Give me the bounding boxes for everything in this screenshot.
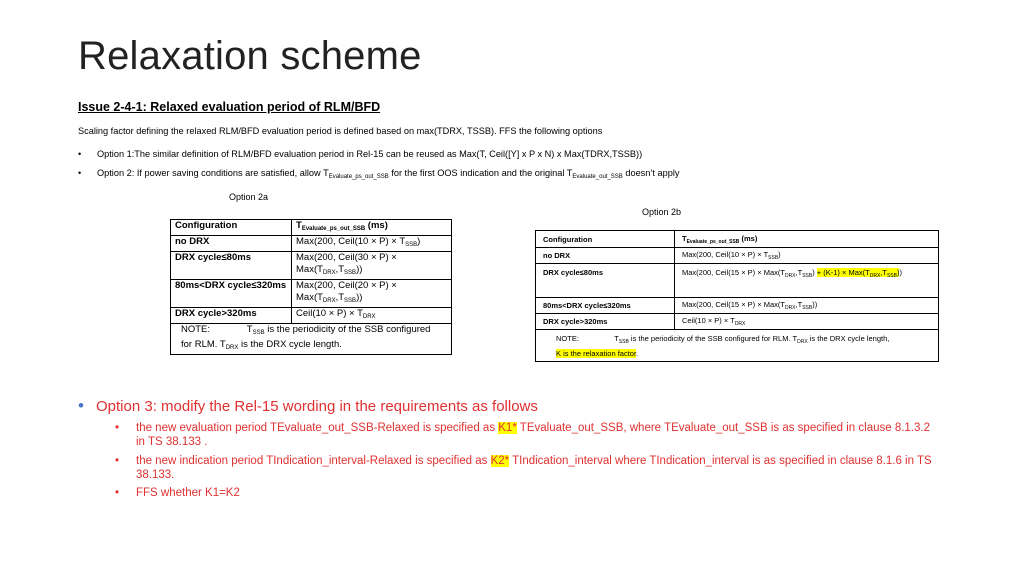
table-cell: Ceil(10 × $P) \times T_{DRX}$ (292, 308, 452, 324)
table-cell: DRX cycle≤80ms (536, 264, 675, 298)
option-3-title: Option 3: modify the Rel-15 wording in the requirements as follows (96, 398, 538, 415)
option-2b-table (535, 230, 939, 362)
table-cell: Max(200, Ceil(15 × $P) \times Max(T_{DRX},T_{SSB}) + (K-1) \times Max(T_{DRX},T_{SSB})$) (675, 264, 939, 298)
table-cell: DRX cycle>320ms (171, 308, 292, 324)
bullet-dot-icon: • (115, 487, 120, 499)
table-cell: 80ms<DRX cycle≤320ms (171, 280, 292, 308)
bullet-dot-icon: • (115, 455, 120, 467)
table-cell: Max(200, Ceil(10 × $P) \times T_{SSB}$) (675, 248, 939, 264)
table-cell: Ceil(10 × $P) \times T_{DRX}$ (675, 314, 939, 330)
option-3-sub-3-text: FFS whether K1=K2 (136, 487, 240, 499)
table-row (171, 252, 452, 280)
table-header-cell: $T_{Evaluate\_ps\_out\_SSB}$ (ms) (292, 220, 452, 236)
table-cell: no DRX (536, 248, 675, 264)
table-cell: Max(200, Ceil(10 × $P) \times T_{SSB}$) (292, 236, 452, 252)
bullet-dot-icon: • (78, 396, 84, 415)
option-2a-table (170, 219, 452, 355)
table-note: NOTE: $T_{SSB}$ is the periodicity of the SSB configured for RLM. $T_{DRX}$ is the DRX cycle length. (171, 324, 452, 355)
table-row (536, 298, 939, 314)
table-row (171, 308, 452, 324)
bullet-dot-icon: • (115, 422, 120, 434)
option-3-sub-2-text: the new indication period TIndication_interval-Relaxed is specified as K2* TIndication_interval where TIndication_interval is as specified in clause 8.1.6 in TS 38.133. (136, 455, 932, 481)
option-2b-label: Option 2b (642, 207, 682, 217)
table-cell: 80ms<DRX cycle≤320ms (536, 298, 675, 314)
slide-title: Relaxation scheme (78, 34, 422, 78)
issue-heading: Issue 2-4-1: Relaxed evaluation period of RLM/BFD (78, 100, 381, 114)
table-row (171, 236, 452, 252)
table-header-cell: $T_{Evaluate\_ps\_out\_SSB}$ (ms) (675, 231, 939, 248)
table-row (171, 280, 452, 308)
table-row (536, 248, 939, 264)
table-row (536, 314, 939, 330)
table-row (536, 330, 939, 362)
table-row (171, 324, 452, 355)
table-cell: no DRX (171, 236, 292, 252)
table-header-cell: Configuration (536, 231, 675, 248)
bullet-option-2-text: Option 2: If power saving conditions are satisfied, allow $T_{Evaluate\_ps\_out\_SSB}$ for the first OOS indication and the original $T_{Evaluate\_out\_SSB}$ doesn’t apply (97, 168, 680, 180)
scaling-text: Scaling factor defining the relaxed RLM/BFD evaluation period is defined based on max(TDRX, TSSB). FFS the following options (78, 126, 603, 136)
table-cell: Max(200, Ceil(20 × $P) \times Max(T_{DRX},T_{SSB})$) (292, 280, 452, 308)
table-note: NOTE: $T_{SSB}$ is the periodicity of the SSB configured for RLM. $T_{DRX}$ is the DRX cycle length, K is the relaxation factor. (536, 330, 939, 362)
table-cell: Max(200, Ceil(30 × $P) \times Max(T_{DRX},T_{SSB})$) (292, 252, 452, 280)
table-row (536, 264, 939, 298)
option-3-sub-1-text: the new evaluation period TEvaluate_out_SSB-Relaxed is specified as K1* TEvaluate_out_SSB, where TEvaluate_out_SSB is as specified in clause 8.1.3.2 in TS 38.133 . (136, 422, 931, 448)
table-cell: DRX cycle≤80ms (171, 252, 292, 280)
bullet-dot-icon: • (78, 149, 82, 159)
bullet-option-1-text: Option 1:The similar definition of RLM/BFD evaluation period in Rel-15 can be reused as Max(T, Ceil([Y] x P x N) x Max(TDRX,TSSB)) (97, 149, 643, 159)
table-row (536, 231, 939, 248)
table-cell: Max(200, Ceil(15 × $P) \times Max(T_{DRX},T_{SSB})$) (675, 298, 939, 314)
table-row (171, 220, 452, 236)
option-2a-label: Option 2a (229, 192, 269, 202)
bullet-dot-icon: • (78, 168, 82, 178)
table-cell: DRX cycle>320ms (536, 314, 675, 330)
table-header-cell: Configuration (171, 220, 292, 236)
